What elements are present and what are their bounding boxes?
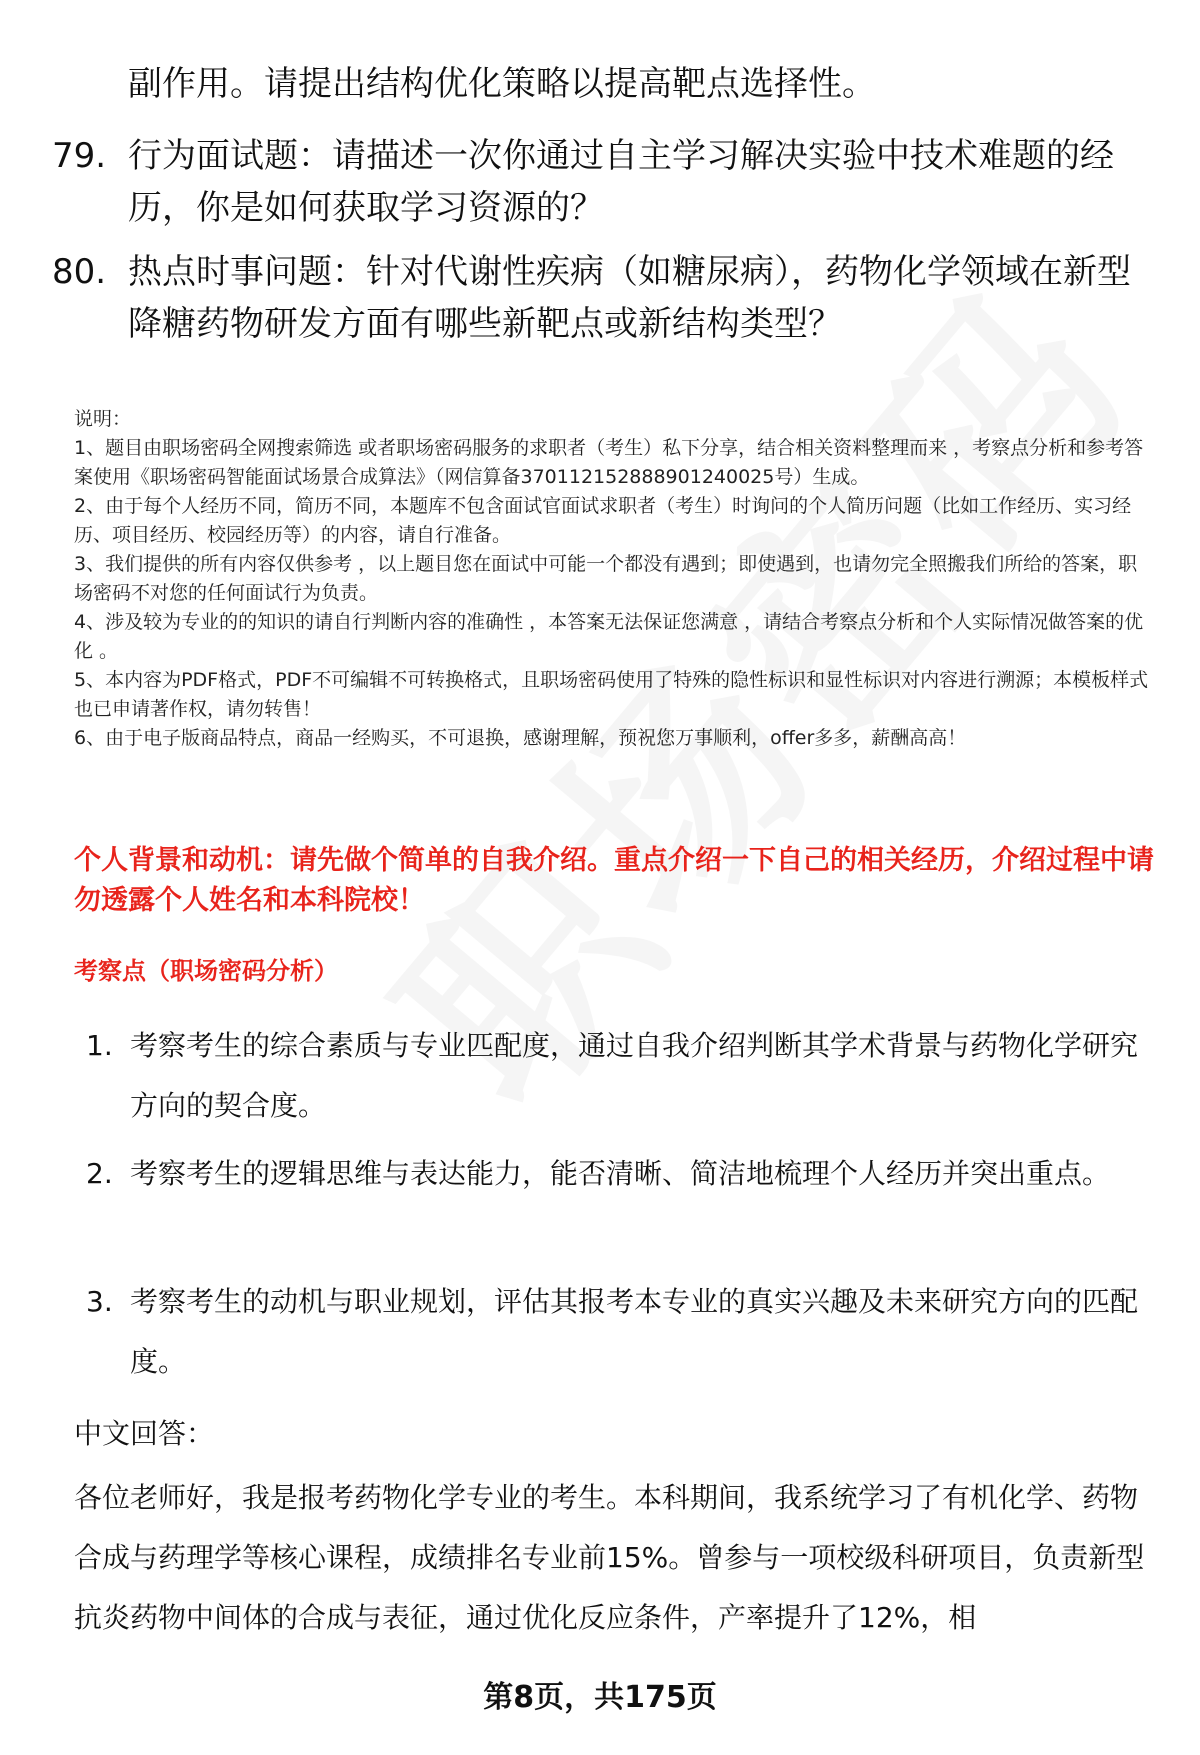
analysis-point-number: 3. xyxy=(86,1285,113,1318)
notes-block xyxy=(74,405,1154,753)
question-80 xyxy=(52,246,1142,350)
note-item: 6、由于电子版商品特点，商品一经购买，不可退换，感谢理解，预祝您万事顺利，offer多多，薪酬高高！ xyxy=(74,727,967,749)
analysis-point xyxy=(86,1144,1146,1204)
notes-title: 说明： xyxy=(74,408,132,430)
analysis-point-text: 考察考生的综合素质与专业匹配度，通过自我介绍判断其学术背景与药物化学研究方向的契合度。 xyxy=(130,1029,1139,1122)
note-item: 4、涉及较为专业的的知识的请自行判断内容的准确性 ，本答案无法保证您满意 ，请结合考察点分析和个人实际情况做答案的优化 。 xyxy=(74,611,1144,662)
question-80-text: 热点时事问题：针对代谢性疾病（如糖尿病），药物化学领域在新型降糖药物研发方面有哪些新靶点或新结构类型？ xyxy=(128,252,1131,344)
analysis-point-number: 2. xyxy=(86,1157,113,1190)
note-item: 2、由于每个人经历不同，简历不同，本题库不包含面试官面试求职者（考生）时询问的个人简历问题（比如工作经历、实习经历、项目经历、校园经历等）的内容，请自行准备。 xyxy=(74,495,1132,546)
answer-text: 各位老师好，我是报考药物化学专业的考生。本科期间，我系统学习了有机化学、药物合成与药理学等核心课程，成绩排名专业前15%。曾参与一项校级科研项目，负责新型抗炎药物中间体的合成与表征，通过优化反应条件，产率提升了12%，相 xyxy=(74,1481,1145,1634)
analysis-point xyxy=(86,1016,1146,1136)
question-80-number: 80. xyxy=(52,252,107,292)
analysis-point-number: 1. xyxy=(86,1029,113,1062)
analysis-point-text: 考察考生的逻辑思维与表达能力，能否清晰、简洁地梳理个人经历并突出重点。 xyxy=(130,1157,1111,1190)
analysis-point-text: 考察考生的动机与职业规划，评估其报考本专业的真实兴趣及未来研究方向的匹配度。 xyxy=(130,1285,1139,1378)
page-number: 第8页，共175页 xyxy=(483,1680,717,1715)
analysis-subheading: 考察点（职场密码分析） xyxy=(74,957,338,985)
question-78-continuation: 副作用。请提出结构优化策略以提高靶点选择性。 xyxy=(128,64,876,104)
note-item: 5、本内容为PDF格式，PDF不可编辑不可转换格式，且职场密码使用了特殊的隐性标识和显性标识对内容进行溯源；本模板样式也已申请著作权，请勿转售！ xyxy=(74,669,1149,720)
question-79 xyxy=(52,130,1142,234)
analysis-point xyxy=(86,1272,1146,1392)
answer-label: 中文回答： xyxy=(74,1417,215,1450)
note-item: 1、题目由职场密码全网搜索筛选 或者职场密码服务的求职者（考生）私下分享，结合相关资料整理而来 ，考察点分析和参考答案使用《职场密码智能面试场景合成算法》（网信算备370112152888901240025号）生成。 xyxy=(74,437,1144,488)
section-heading: 个人背景和动机：请先做个简单的自我介绍。重点介绍一下自己的相关经历，介绍过程中请勿透露个人姓名和本科院校！ xyxy=(74,845,1154,916)
note-item: 3、我们提供的所有内容仅供参考 ，以上题目您在面试中可能一个都没有遇到；即使遇到，也请勿完全照搬我们所给的答案，职场密码不对您的任何面试行为负责。 xyxy=(74,553,1138,604)
question-79-text: 行为面试题：请描述一次你通过自主学习解决实验中技术难题的经历，你是如何获取学习资源的？ xyxy=(128,136,1114,228)
question-79-number: 79. xyxy=(52,136,107,176)
